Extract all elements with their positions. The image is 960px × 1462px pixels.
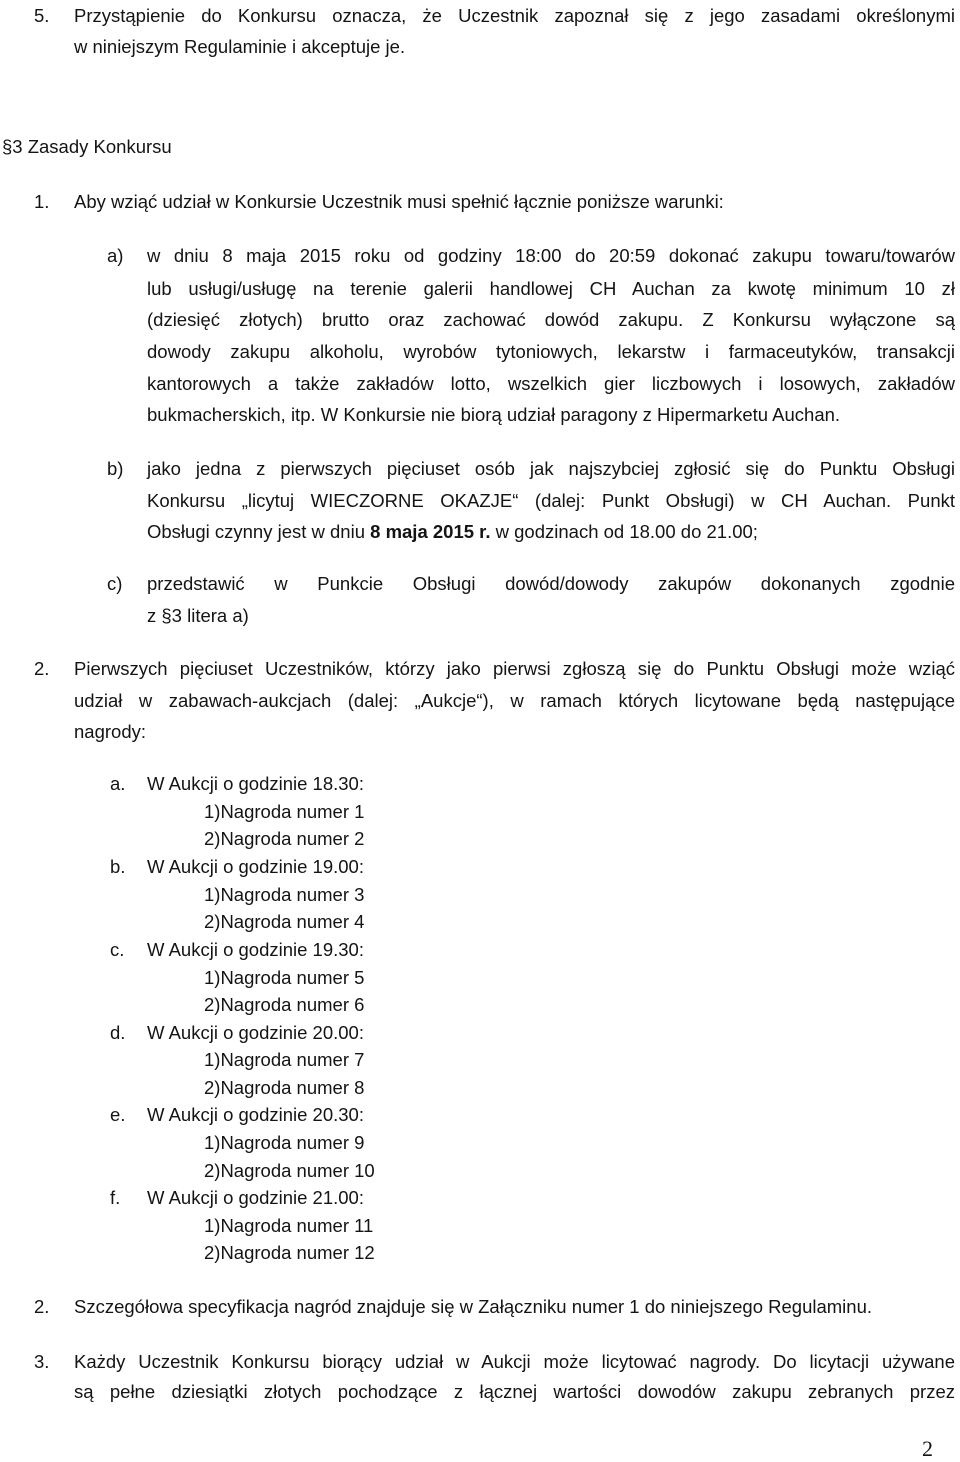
condition-a-line: bukmacherskich, itp. W Konkursie nie biorą udział paragony z Hipermarketu Auchan. — [147, 404, 841, 425]
condition-b-line: Konkursu „licytuj WIECZORNE OKAZJE“ (dalej: Punkt Obsługi) w CH Auchan. Punkt — [147, 490, 955, 511]
point-3-number: 3. — [34, 1351, 50, 1372]
auction-label: b. — [110, 856, 126, 877]
condition-a-line: dowody zakupu alkoholu, wyrobów tytoniowych, lekarstw i farmaceutyków, transakcji — [147, 341, 955, 362]
auction-title: W Aukcji o godzinie 21.00: — [147, 1187, 364, 1208]
prize-item: 1)Nagroda numer 1 — [204, 801, 365, 822]
condition-b-line: jako jedna z pierwszych pięciuset osób jak najszybciej zgłosić się do Punktu Obsługi — [147, 458, 955, 479]
auction-title: W Aukcji o godzinie 18.30: — [147, 773, 364, 794]
auction-label: e. — [110, 1104, 126, 1125]
condition-b-text: w godzinach od 18.00 do 21.00; — [490, 521, 758, 542]
point-2b-number: 2. — [34, 1296, 50, 1317]
auction-label: a. — [110, 773, 126, 794]
point-5-line-1: Przystąpienie do Konkursu oznacza, że Uczestnik zapoznał się z jego zasadami określonymi — [74, 5, 955, 26]
condition-b-bold-date: 8 maja 2015 r. — [370, 521, 491, 542]
point-5-line-2: w niniejszym Regulaminie i akceptuje je. — [74, 36, 406, 57]
condition-c-line: przedstawić w Punkcie Obsługi dowód/dowody zakupów dokonanych zgodnie — [147, 573, 955, 594]
page-number: 2 — [922, 1436, 933, 1461]
prize-item: 1)Nagroda numer 5 — [204, 967, 365, 988]
point-5-number: 5. — [34, 5, 50, 26]
prize-item: 2)Nagroda numer 4 — [204, 911, 365, 932]
point-2-line: udział w zabawach-aukcjach (dalej: „Aukcje“), w ramach których licytowane będą następujące — [74, 690, 955, 711]
point-2-number: 2. — [34, 658, 50, 679]
prize-item: 2)Nagroda numer 10 — [204, 1160, 375, 1181]
condition-a-line: w dniu 8 maja 2015 roku od godziny 18:00 do 20:59 dokonać zakupu towaru/towarów — [147, 245, 955, 266]
condition-b-label: b) — [107, 458, 124, 479]
auction-label: d. — [110, 1022, 126, 1043]
section-heading: §3 Zasady Konkursu — [2, 136, 172, 157]
prize-item: 1)Nagroda numer 11 — [204, 1215, 374, 1236]
condition-b-line-3 — [147, 520, 758, 544]
prize-item: 1)Nagroda numer 9 — [204, 1132, 365, 1153]
auction-title: W Aukcji o godzinie 19.30: — [147, 939, 364, 960]
prize-item: 1)Nagroda numer 7 — [204, 1049, 365, 1070]
condition-c-line: z §3 litera a) — [147, 605, 249, 626]
point-1-text: Aby wziąć udział w Konkursie Uczestnik musi spełnić łącznie poniższe warunki: — [74, 191, 724, 212]
condition-c-label: c) — [107, 573, 123, 594]
prize-item: 1)Nagroda numer 3 — [204, 884, 365, 905]
prize-item: 2)Nagroda numer 2 — [204, 828, 365, 849]
condition-a-line: lub usługi/usługę na terenie galerii handlowej CH Auchan za kwotę minimum 10 zł — [147, 278, 955, 299]
point-3-line: są pełne dziesiątki złotych pochodzące z łącznej wartości dowodów zakupu zebranych przez — [74, 1381, 955, 1402]
point-2b-text: Szczegółowa specyfikacja nagród znajduje się w Załączniku numer 1 do niniejszego Regulaminu. — [74, 1296, 872, 1317]
condition-a-line: kantorowych a także zakładów lotto, wszelkich gier liczbowych i losowych, zakładów — [147, 373, 955, 394]
auction-label: c. — [110, 939, 125, 960]
auction-title: W Aukcji o godzinie 20.00: — [147, 1022, 364, 1043]
auction-title: W Aukcji o godzinie 20.30: — [147, 1104, 364, 1125]
auction-label: f. — [110, 1187, 121, 1208]
prize-item: 2)Nagroda numer 12 — [204, 1242, 375, 1263]
prize-item: 2)Nagroda numer 6 — [204, 994, 365, 1015]
condition-a-line: (dziesięć złotych) brutto oraz zachować dowód zakupu. Z Konkursu wyłączone są — [147, 309, 955, 330]
auction-title: W Aukcji o godzinie 19.00: — [147, 856, 364, 877]
point-1-number: 1. — [34, 191, 50, 212]
condition-a-label: a) — [107, 245, 124, 266]
point-2-line: nagrody: — [74, 721, 146, 742]
condition-b-text: Obsługi czynny jest w dniu — [147, 521, 371, 542]
point-2-line: Pierwszych pięciuset Uczestników, którzy jako pierwsi zgłoszą się do Punktu Obsługi może wziąć — [74, 658, 955, 679]
prize-item: 2)Nagroda numer 8 — [204, 1077, 365, 1098]
point-3-line: Każdy Uczestnik Konkursu biorący udział w Aukcji może licytować nagrody. Do licytacji używane — [74, 1351, 955, 1372]
